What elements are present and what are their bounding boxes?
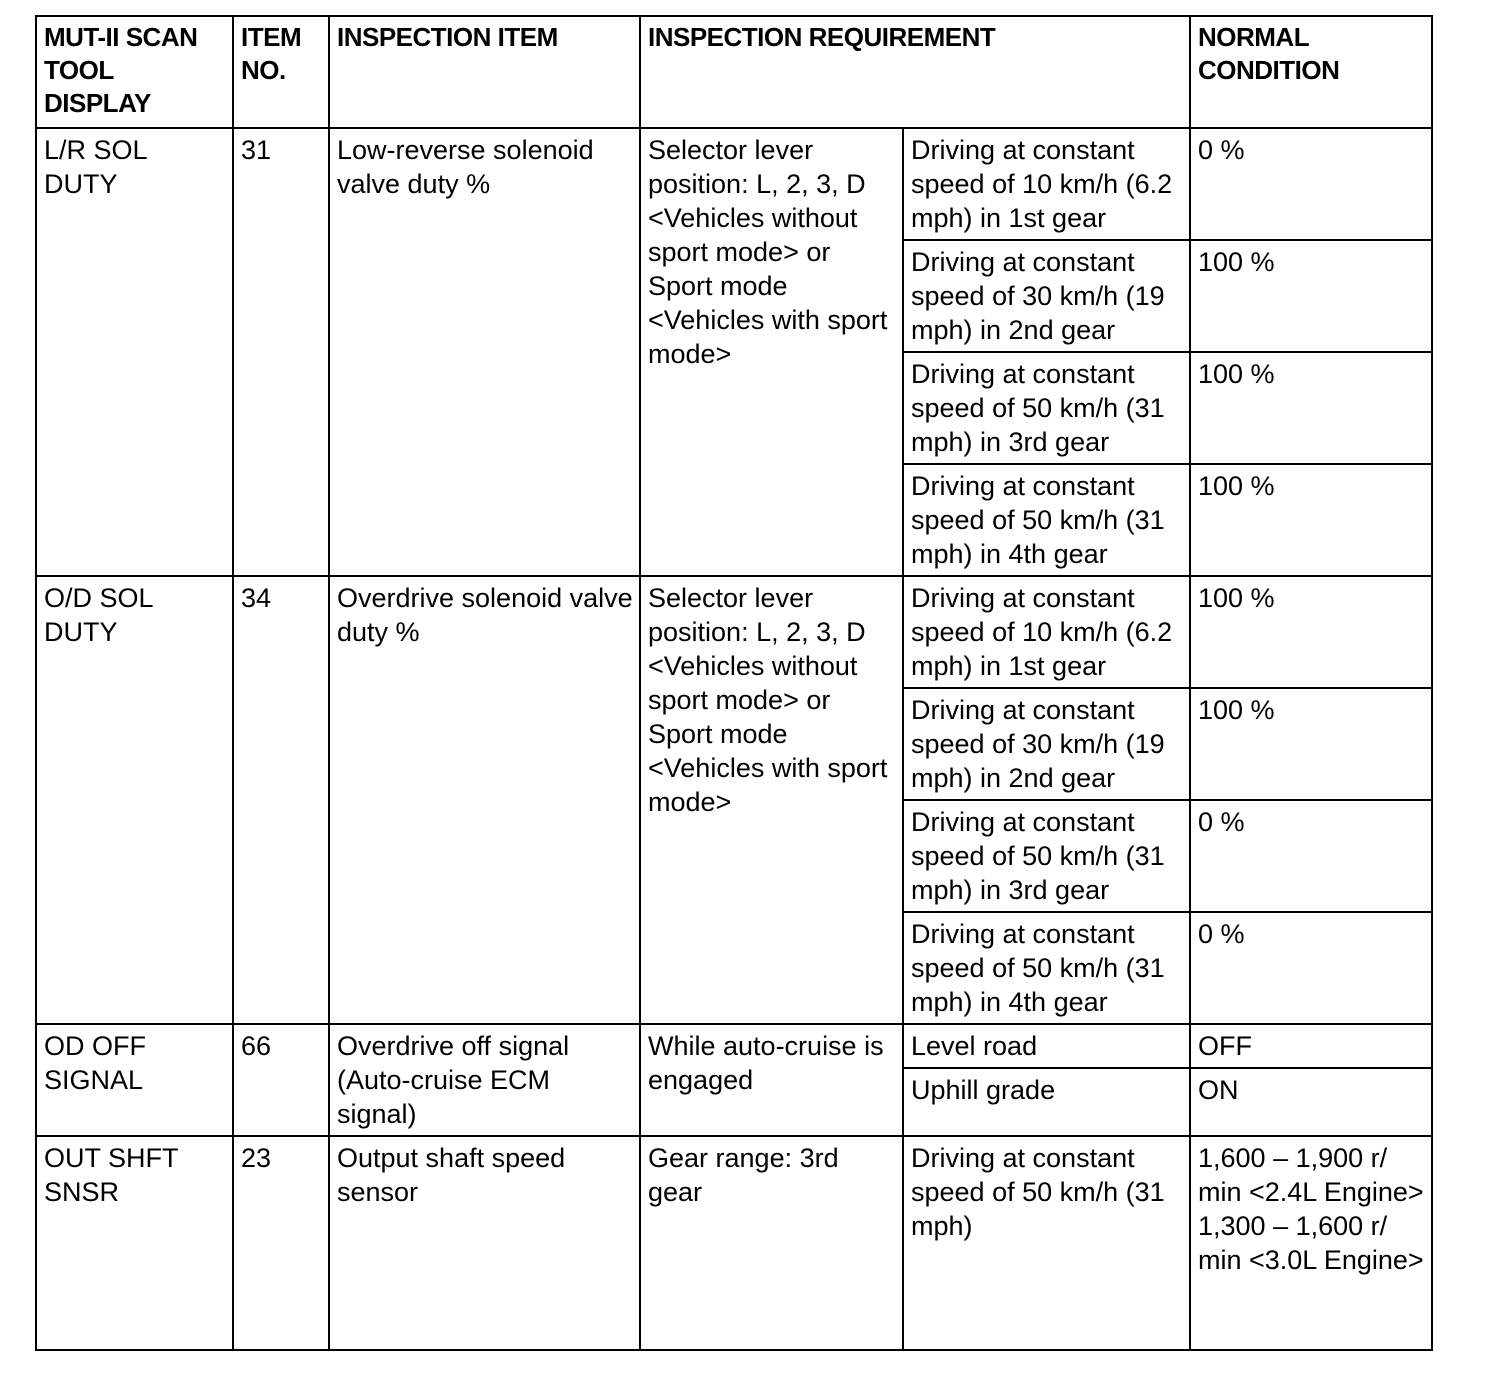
normal-condition-cell: 100 % [1190,240,1432,352]
inspection-table [35,15,1433,1351]
normal-condition-cell: OFF [1190,1024,1432,1068]
header-row [36,16,1432,128]
scan-tool-display-cell: O/D SOL DUTY [36,576,233,1024]
normal-condition-cell: 100 % [1190,352,1432,464]
normal-condition-cell: 0 % [1190,912,1432,1024]
condition-cell: Driving at constant speed of 30 km/h (19 mph) in 2nd gear [903,240,1190,352]
condition-cell: Driving at constant speed of 50 km/h (31 mph) in 3rd gear [903,352,1190,464]
condition-cell: Driving at constant speed of 50 km/h (31 mph) in 4th gear [903,912,1190,1024]
condition-cell: Driving at constant speed of 10 km/h (6.2 mph) in 1st gear [903,576,1190,688]
header-scan-tool-display: MUT-II SCAN TOOL DISPLAY [36,16,233,128]
condition-cell: Driving at constant speed of 50 km/h (31 mph) in 4th gear [903,464,1190,576]
requirement-cell: Selector lever position: L, 2, 3, D <Vehicles without sport mode> or Sport mode <Vehicles with sport mode> [640,576,903,1024]
item-no-cell: 23 [233,1136,329,1350]
inspection-item-cell: Output shaft speed sensor [329,1136,640,1350]
normal-condition-cell: 100 % [1190,576,1432,688]
item-no-cell: 34 [233,576,329,1024]
table-row [36,1136,1432,1350]
normal-condition-cell: 1,600 – 1,900 r/ min <2.4L Engine> 1,300 – 1,600 r/ min <3.0L Engine> [1190,1136,1432,1350]
requirement-cell: Gear range: 3rd gear [640,1136,903,1350]
header-item-no: ITEM NO. [233,16,329,128]
requirement-cell: While auto-cruise is engaged [640,1024,903,1136]
condition-cell: Driving at constant speed of 10 km/h (6.2 mph) in 1st gear [903,128,1190,240]
scan-tool-display-cell: OUT SHFT SNSR [36,1136,233,1350]
normal-condition-cell: ON [1190,1068,1432,1136]
table-row [36,576,1432,688]
condition-cell: Driving at constant speed of 50 km/h (31 mph) [903,1136,1190,1350]
condition-cell: Level road [903,1024,1190,1068]
item-no-cell: 31 [233,128,329,576]
table-row [36,128,1432,240]
normal-condition-cell: 0 % [1190,128,1432,240]
condition-cell: Driving at constant speed of 50 km/h (31 mph) in 3rd gear [903,800,1190,912]
inspection-item-cell: Overdrive off signal (Auto-cruise ECM signal) [329,1024,640,1136]
header-inspection-requirement: INSPECTION REQUIREMENT [640,16,1190,128]
requirement-cell: Selector lever position: L, 2, 3, D <Vehicles without sport mode> or Sport mode <Vehicles with sport mode> [640,128,903,576]
inspection-item-cell: Overdrive solenoid valve duty % [329,576,640,1024]
normal-condition-cell: 100 % [1190,688,1432,800]
item-no-cell: 66 [233,1024,329,1136]
table-row [36,1024,1432,1068]
scan-tool-display-cell: OD OFF SIGNAL [36,1024,233,1136]
header-normal-condition: NORMAL CONDITION [1190,16,1432,128]
inspection-item-cell: Low-reverse solenoid valve duty % [329,128,640,576]
condition-cell: Driving at constant speed of 30 km/h (19 mph) in 2nd gear [903,688,1190,800]
normal-condition-cell: 100 % [1190,464,1432,576]
condition-cell: Uphill grade [903,1068,1190,1136]
scan-tool-display-cell: L/R SOL DUTY [36,128,233,576]
normal-condition-cell: 0 % [1190,800,1432,912]
header-inspection-item: INSPECTION ITEM [329,16,640,128]
